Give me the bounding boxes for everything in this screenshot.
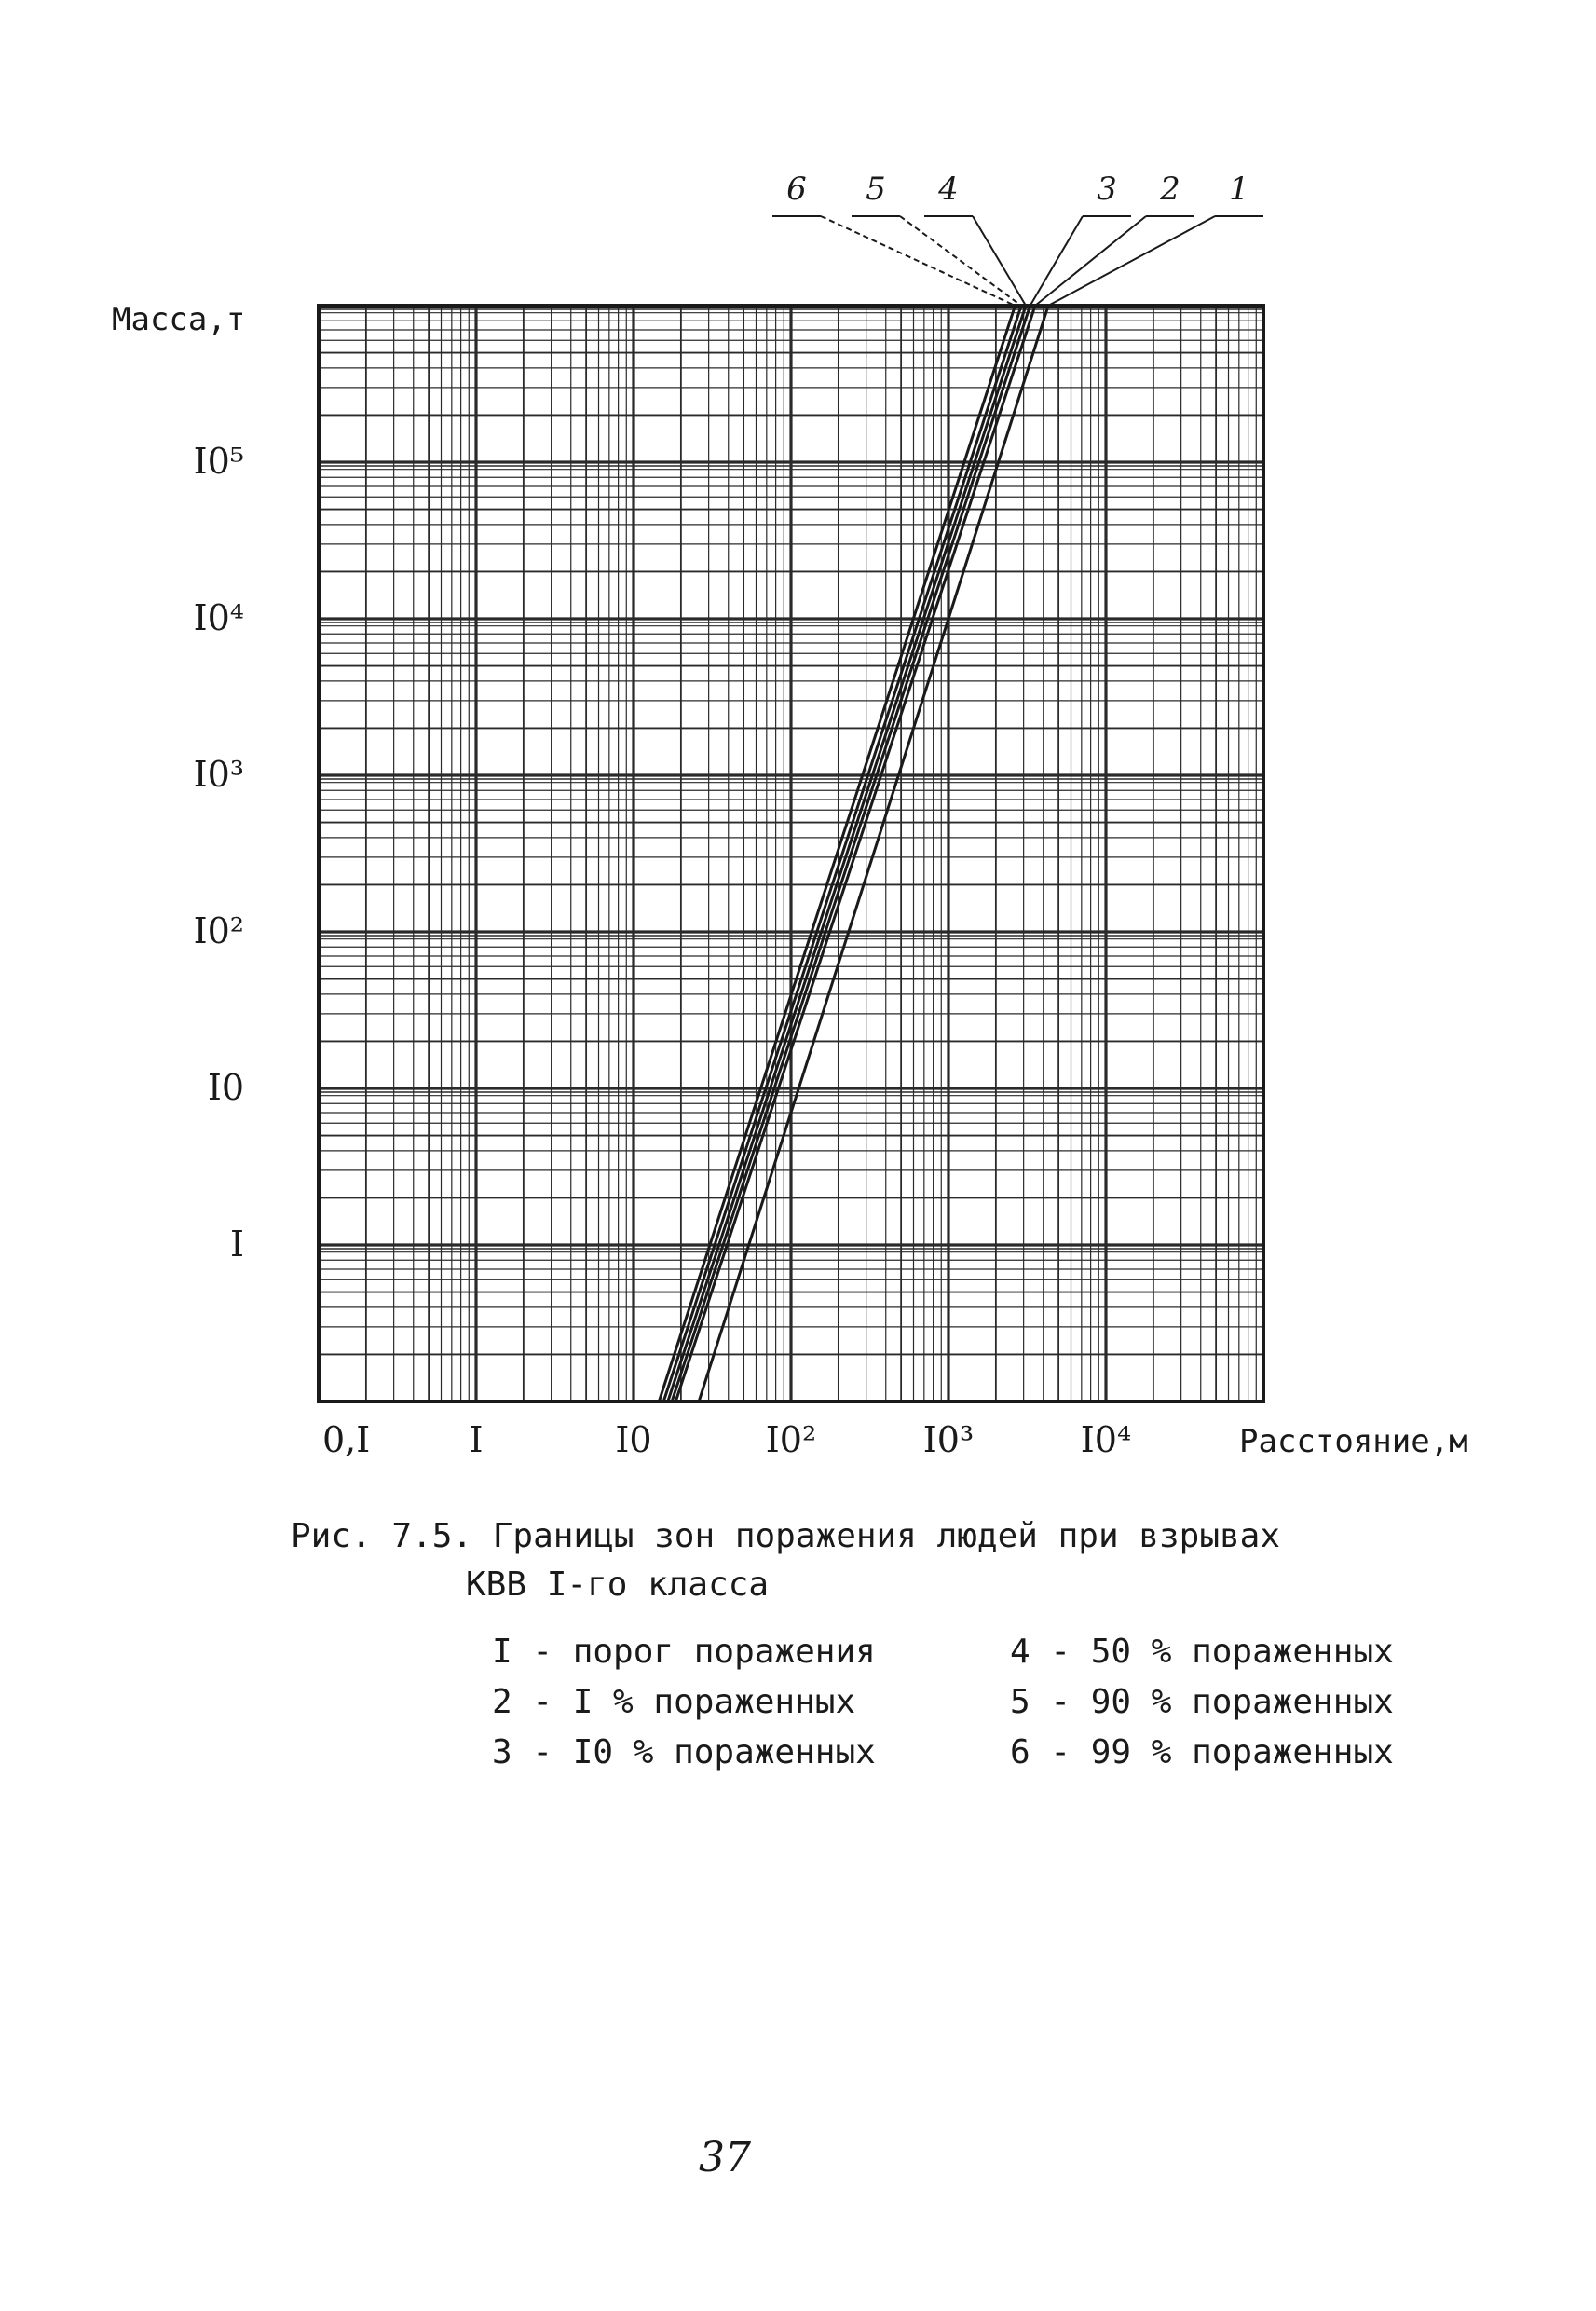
y-tick-label: I0³ xyxy=(193,754,244,795)
legend-item-4: 4 - 50 % пораженных xyxy=(1010,1633,1394,1671)
callout-label-4: 4 xyxy=(938,171,959,208)
legend-item-1: I - порог поражения xyxy=(492,1633,876,1671)
legend-item-2: 2 - I % пораженных xyxy=(492,1683,856,1721)
callout-label-1: 1 xyxy=(1229,171,1249,208)
chart-series xyxy=(659,306,1048,1402)
y-tick-label: I0² xyxy=(193,910,244,951)
x-axis-title: Расстояние,м xyxy=(1239,1423,1468,1460)
legend-item-3: 3 - I0 % пораженных xyxy=(492,1733,876,1771)
callout-label-2: 2 xyxy=(1160,171,1180,208)
callout-leader-2 xyxy=(1035,216,1146,306)
y-tick-label: I0 xyxy=(207,1067,244,1108)
series-line-2 xyxy=(675,306,1035,1402)
callout-leader-1 xyxy=(1048,216,1215,306)
x-tick-label: 0,I xyxy=(322,1419,371,1460)
page-number: 37 xyxy=(699,2134,751,2181)
x-tick-label: I0⁴ xyxy=(1080,1419,1132,1460)
y-tick-labels xyxy=(194,441,244,1265)
figure-caption-line1: Рис. 7.5. Границы зон поражения людей при взрывах xyxy=(291,1517,1281,1555)
series-callouts xyxy=(772,171,1263,306)
y-tick-label: I0⁵ xyxy=(193,441,244,482)
callout-label-3: 3 xyxy=(1097,171,1117,208)
y-tick-label: I0⁴ xyxy=(193,597,244,638)
series-line-4 xyxy=(668,306,1026,1402)
series-line-3 xyxy=(672,306,1030,1402)
y-tick-label: I xyxy=(229,1224,244,1265)
figure-caption-line2: КВВ I-го класса xyxy=(466,1566,770,1604)
callout-label-5: 5 xyxy=(866,171,886,208)
x-tick-label: I0 xyxy=(615,1419,652,1460)
chart-grid xyxy=(319,306,1263,1402)
y-axis-title: Масса,т xyxy=(112,301,246,338)
legend-item-6: 6 - 99 % пораженных xyxy=(1010,1733,1394,1771)
x-tick-labels xyxy=(322,1419,1131,1460)
legend-item-5: 5 - 90 % пораженных xyxy=(1010,1683,1394,1721)
callout-label-6: 6 xyxy=(786,171,807,208)
series-line-6 xyxy=(659,306,1015,1402)
x-tick-label: I xyxy=(469,1419,484,1460)
callout-leader-4 xyxy=(973,216,1026,306)
x-tick-label: I0³ xyxy=(922,1419,975,1460)
x-tick-label: I0² xyxy=(765,1419,817,1460)
series-line-5 xyxy=(663,306,1021,1402)
